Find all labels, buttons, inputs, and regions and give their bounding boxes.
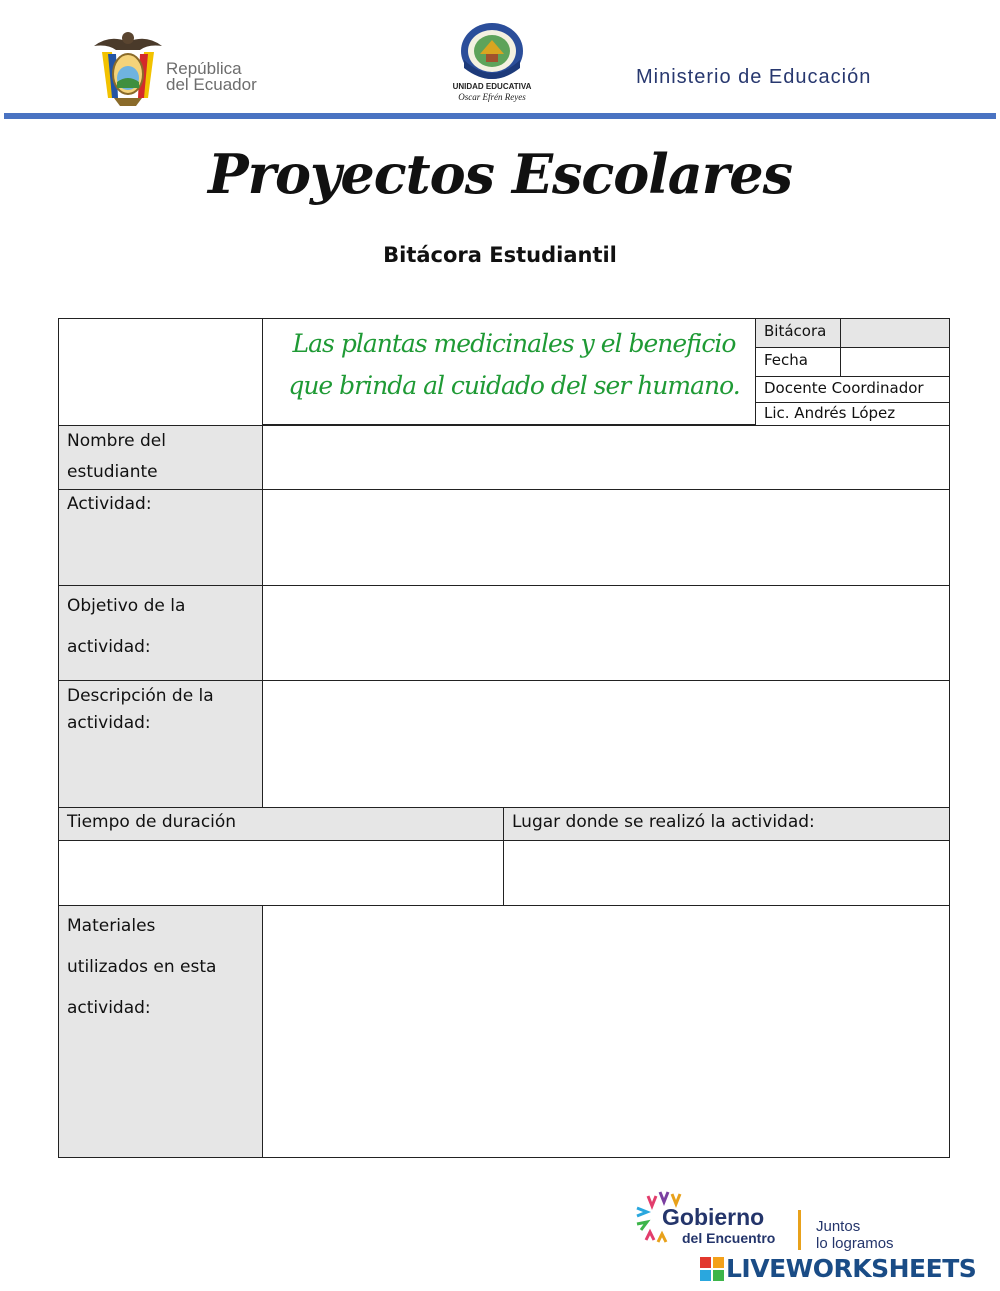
materiales-label-line3: actividad:: [67, 998, 151, 1018]
tiempo-label: Tiempo de duración: [67, 812, 237, 832]
docente-label: Docente Coordinador: [764, 379, 924, 397]
lugar-input[interactable]: [504, 841, 949, 906]
fecha-input[interactable]: [840, 348, 949, 377]
lugar-label: Lugar donde se realizó la actividad:: [512, 812, 815, 832]
juntos-text: Juntos: [816, 1218, 861, 1235]
materiales-label-cell: [59, 906, 263, 1157]
descripcion-label-cell: [59, 681, 263, 808]
nombre-input[interactable]: [263, 426, 949, 490]
fecha-label: Fecha: [764, 351, 808, 369]
fecha-label-cell: [755, 348, 840, 377]
header-divider: [4, 113, 996, 119]
liveworksheets-badge-icon: [700, 1257, 724, 1281]
school-logo: [442, 20, 542, 110]
juntos-lo-logramos: [816, 1218, 894, 1252]
materiales-label-line1: Materiales: [67, 916, 156, 936]
actividad-label: Actividad:: [67, 494, 152, 514]
ecuador-coat-of-arms-icon: [90, 28, 166, 112]
republica-line2: del Ecuador: [166, 75, 257, 94]
nombre-label-line2: estudiante: [67, 462, 158, 482]
page-header: [0, 0, 1000, 122]
project-topic: Las plantas medicinales y el beneficio que brinda al cuidado del ser humano.: [288, 329, 740, 400]
nombre-label-line1: Nombre del: [67, 431, 166, 451]
materiales-label-line2: utilizados en esta: [67, 957, 217, 977]
bitacora-input[interactable]: [840, 319, 949, 348]
descripcion-input[interactable]: [263, 681, 949, 808]
objetivo-label-line2: actividad:: [67, 637, 151, 657]
gobierno-encuentro-logo: [634, 1190, 934, 1260]
docente-label-cell: [755, 377, 949, 403]
tiempo-label-cell: [59, 808, 504, 841]
actividad-input[interactable]: [263, 490, 949, 586]
actividad-label-cell: [59, 490, 263, 586]
page-title: Proyectos Escolares: [207, 142, 793, 206]
republica-ecuador-text: [166, 61, 257, 93]
objetivo-label-cell: [59, 586, 263, 681]
liveworksheets-text: LIVEWORKSHEETS: [726, 1254, 977, 1283]
blank-header-cell: [59, 319, 263, 426]
docente-name: Lic. Andrés López: [764, 404, 896, 422]
bitacora-label-cell: [755, 319, 840, 348]
bitacora-label: Bitácora: [764, 322, 827, 340]
descripcion-label-line2: actividad:: [67, 713, 151, 733]
tiempo-input[interactable]: [59, 841, 504, 906]
bitacora-form: [58, 318, 950, 1158]
materiales-input[interactable]: [263, 906, 949, 1157]
objetivo-label-line1: Objetivo de la: [67, 596, 186, 616]
del-encuentro-text: del Encuentro: [682, 1230, 776, 1246]
lo-logramos-text: lo logramos: [816, 1235, 894, 1252]
republica-line1: República: [166, 59, 242, 78]
descripcion-label-line1: Descripción de la: [67, 686, 214, 706]
lugar-label-cell: [504, 808, 949, 841]
school-name-line1: UNIDAD EDUCATIVA: [452, 82, 532, 91]
gobierno-text: Gobierno: [662, 1204, 765, 1230]
school-seal-icon: [458, 20, 526, 82]
ministerio-educacion-logo: Ministerio de Educación: [636, 66, 872, 88]
objetivo-input[interactable]: [263, 586, 949, 681]
nombre-label-cell: [59, 426, 263, 490]
republica-ecuador-logo: [90, 28, 275, 112]
docente-name-cell: [755, 403, 949, 426]
page-subtitle: Bitácora Estudiantil: [383, 243, 617, 267]
gobierno-divider: [798, 1210, 801, 1250]
school-name-line2: Oscar Efrén Reyes: [458, 92, 526, 102]
